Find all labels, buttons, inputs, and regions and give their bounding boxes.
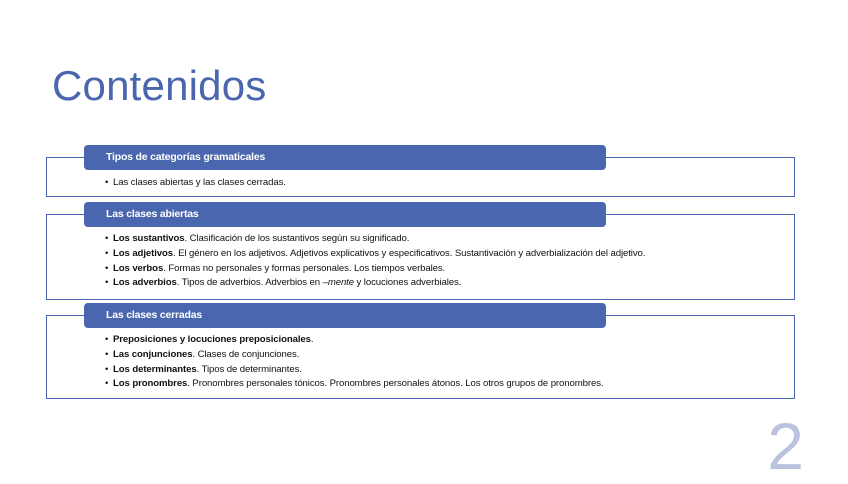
list-item xyxy=(105,377,787,392)
section-items xyxy=(105,232,787,291)
section-header: Tipos de categorías gramaticales xyxy=(84,145,606,170)
bullet-icon: • xyxy=(105,177,109,188)
list-item xyxy=(105,333,787,348)
list-item xyxy=(105,363,787,378)
item-bold: Los pronombres xyxy=(113,378,188,390)
item-text: . Clasificación de los sustantivos según su significado. xyxy=(184,233,410,244)
item-text: . Clases de conjunciones. xyxy=(192,348,300,360)
item-text: . Tipos de adverbios. Adverbios en xyxy=(176,277,323,289)
section-items xyxy=(105,176,787,191)
item-text: . Formas no personales y formas personales. Los tiempos verbales. xyxy=(163,262,446,274)
bullet-icon: • xyxy=(105,233,109,244)
section-header: Las clases cerradas xyxy=(84,303,606,328)
list-item xyxy=(105,276,787,291)
item-bold: Los adverbios xyxy=(113,277,177,289)
slide-title: Contenidos xyxy=(52,62,267,109)
list-item xyxy=(105,232,787,247)
item-text: . El género en los adjetivos. Adjetivos explicativos y especificativos. Sustantivación y adverbialización del adjetivo. xyxy=(173,247,646,259)
item-bold: Los verbos xyxy=(113,262,164,274)
list-item xyxy=(105,348,787,363)
item-text: . xyxy=(310,334,314,345)
list-item xyxy=(105,262,787,277)
bullet-icon: • xyxy=(105,247,109,259)
bullet-icon: • xyxy=(105,378,109,390)
item-bold: Las conjunciones xyxy=(113,348,193,360)
section-items xyxy=(105,333,787,392)
item-bold: Los sustantivos xyxy=(113,233,185,244)
section-tipos xyxy=(46,145,795,197)
bullet-icon: • xyxy=(105,262,109,274)
item-text: . Tipos de determinantes. xyxy=(196,363,302,375)
item-bold: Preposiciones y locuciones preposicionales xyxy=(113,334,311,345)
bullet-icon: • xyxy=(105,334,109,345)
item-text-after: y locuciones adverbiales. xyxy=(353,277,462,289)
item-bold: Los adjetivos xyxy=(113,247,174,259)
item-bold: Los determinantes xyxy=(113,363,197,375)
list-item xyxy=(105,176,787,191)
section-header: Las clases abiertas xyxy=(84,202,606,227)
item-text: Las clases abiertas y las clases cerradas. xyxy=(113,177,286,188)
item-italic: –mente xyxy=(322,277,354,289)
bullet-icon: • xyxy=(105,363,109,375)
bullet-icon: • xyxy=(105,277,109,289)
item-text: . Pronombres personales tónicos. Pronombres personales átonos. Los otros grupos de pronombres. xyxy=(187,378,604,390)
section-clases-abiertas xyxy=(46,202,795,300)
page-number: 2 xyxy=(767,409,804,483)
list-item xyxy=(105,247,787,262)
bullet-icon: • xyxy=(105,348,109,360)
section-clases-cerradas xyxy=(46,303,795,399)
